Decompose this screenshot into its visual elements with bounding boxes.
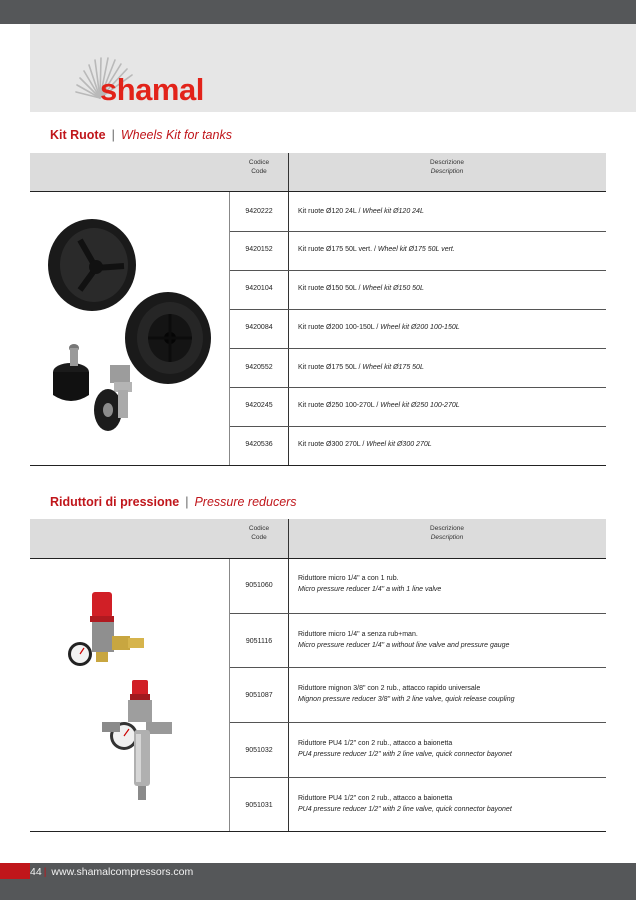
row-rule xyxy=(230,348,606,349)
row-rule xyxy=(230,777,606,778)
wheels-product-image xyxy=(40,210,220,445)
shamal-logo-text: shamal xyxy=(100,72,204,107)
row-rule xyxy=(230,231,606,232)
top-bar xyxy=(0,0,636,24)
page-number-tab xyxy=(0,863,30,879)
row-rule xyxy=(230,426,606,427)
website-link[interactable]: www.shamalcompressors.com xyxy=(51,866,194,878)
row-rule xyxy=(230,270,606,271)
header-description: Descrizione Description xyxy=(430,159,464,175)
table-rule xyxy=(30,558,606,559)
table-rule xyxy=(30,831,606,832)
pressure-reducer-product-image xyxy=(62,590,182,810)
footer-bar xyxy=(0,863,636,900)
row-rule xyxy=(230,387,606,388)
header-code: Codice Code xyxy=(248,525,270,541)
page-number: 44 xyxy=(30,866,42,878)
header-description: Descrizione Description xyxy=(430,525,464,541)
footer-text: 44 | www.shamalcompressors.com xyxy=(30,866,194,878)
row-rule xyxy=(230,613,606,614)
table-rule xyxy=(30,465,606,466)
column-divider xyxy=(288,519,289,831)
row-rule xyxy=(230,667,606,668)
row-rule xyxy=(230,722,606,723)
section-title-reducers: Riduttori di pressione | Pressure reducers xyxy=(50,495,297,509)
header-code: Codice Code xyxy=(248,159,270,175)
row-rule xyxy=(230,309,606,310)
table-rule xyxy=(30,191,606,192)
section-title-wheels: Kit Ruote | Wheels Kit for tanks xyxy=(50,128,232,142)
